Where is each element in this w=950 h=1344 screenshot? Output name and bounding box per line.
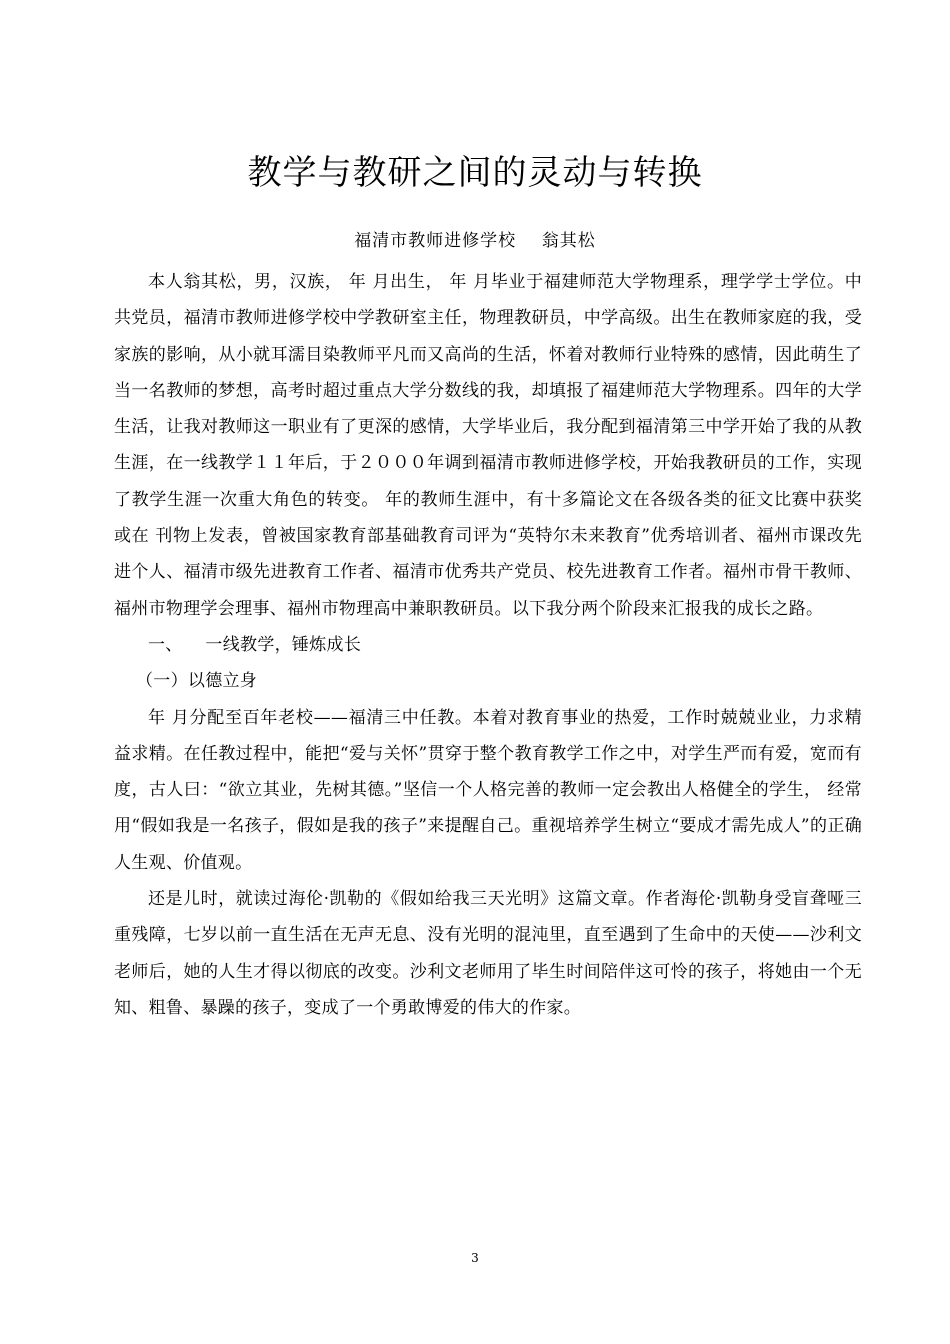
document-title: 教学与教研之间的灵动与转换 [247,153,703,193]
intro-paragraph: 本人翁其松，男，汉族， 年 月出生， 年 月毕业于福建师范大学物理系，理学学士学位。中共党员，福清市教师进修学校中学教研室主任，物理教研员，中学高级。出生在教师家庭的我，受家族的影响，从小就耳濡目染教师平凡而又高尚的生活，怀着对教师行业特殊的感情，因此萌生了当一名教师的梦想，高考时超过重点大学分数线的我，却填报了福建师范大学物理系。四年的大学生活，让我对教师这一职业有了更深的感情，大学毕业后，我分配到福清第三中学开始了我的从教生涯，在一线教学１１年后，于２０００年调到福清市教师进修学校，开始我教研员的工作，实现了教学生涯一次重大角色的转变。 年的教师生涯中，有十多篇论文在各级各类的征文比赛中获奖或在 刊物上发表，曾被国家教育部基础教育司评为“英特尔未来教育”优秀培训者、福州市课改先进个人、福清市级先进教育工作者、福清市优秀共产党员、校先进教育工作者。福州市骨干教师、福州市物理学会理事、福州市物理高中兼职教研员。以下我分两个阶段来汇报我的成长之路。 [114,272,862,619]
author-byline: 福清市教师进修学校 翁其松 [354,231,596,251]
body-paragraph: 年 月分配至百年老校——福清三中任教。本着对教育事业的热爱，工作时兢兢业业，力求精益求精。在任教过程中，能把“爱与关怀”贯穿于整个教育教学工作之中，对学生严而有爱，宽而有度，古人曰：“欲立其业，先树其德。”坚信一个人格完善的教师一定会教出人格健全的学生， 经常用“假如我是一名孩子，假如是我的孩子”来提醒自己。重视培养学生树立“要成才需先成人”的正确人生观、价值观。 [114,707,862,873]
document-body [114,264,862,1026]
page-number: 3 [471,1251,479,1265]
subsection-heading: （一）以德立身 [136,671,258,692]
section-heading: 一、 一线教学，锤炼成长 [148,634,362,655]
body-paragraph: 还是儿时，就读过海伦·凯勒的《假如给我三天光明》这篇文章。作者海伦·凯勒身受盲聋哑三重残障，七岁以前一直生活在无声无息、没有光明的混沌里，直至遇到了生命中的天使——沙利文老师后，她的人生才得以彻底的改变。沙利文老师用了毕生时间陪伴这可怜的孩子，将她由一个无知、粗鲁、暴躁的孩子，变成了一个勇敢博爱的伟大的作家。 [114,889,862,1018]
